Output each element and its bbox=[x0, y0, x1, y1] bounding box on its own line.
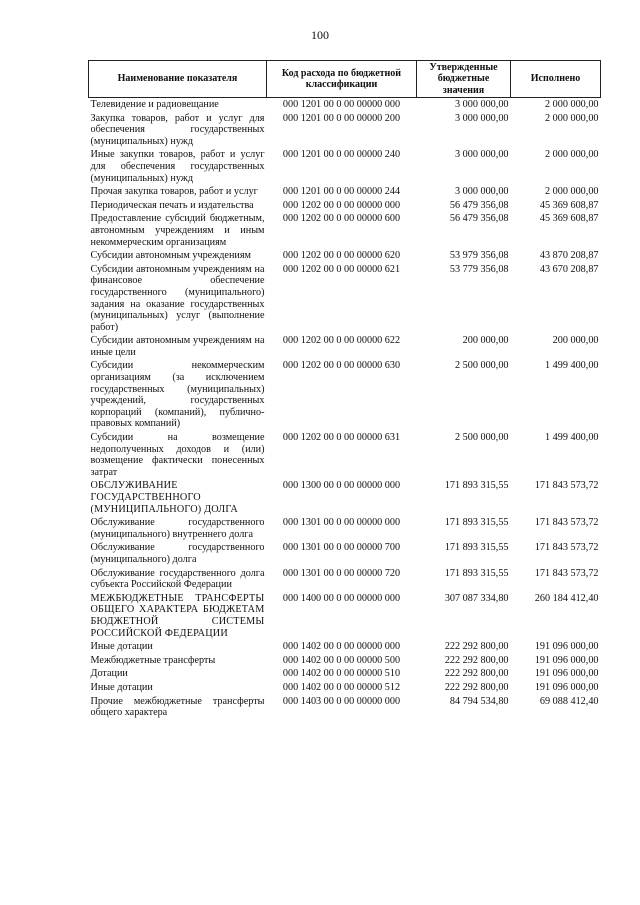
row-expense-code: 000 1201 00 0 00 00000 240 bbox=[282, 149, 401, 161]
row-expense-code: 000 1202 00 0 00 00000 622 bbox=[282, 335, 401, 347]
row-executed-value: 2 000 000,00 bbox=[545, 186, 599, 198]
budget-execution-table bbox=[88, 60, 601, 720]
row-executed-value: 171 843 573,72 bbox=[534, 517, 599, 529]
row-indicator-name: Субсидии автономным учреждениям на иные цели bbox=[90, 335, 265, 358]
header-executed: Исполнено bbox=[511, 61, 601, 98]
table-row bbox=[89, 334, 601, 359]
row-indicator-name: Прочие межбюджетные трансферты общего характера bbox=[90, 695, 265, 719]
row-indicator-name: Закупка товаров, работ и услуг для обеспечения государственных (муниципальных) нужд bbox=[90, 112, 265, 147]
row-executed-value: 2 000 000,00 bbox=[545, 149, 599, 161]
row-expense-code: 000 1202 00 0 00 00000 630 bbox=[282, 360, 401, 372]
row-expense-code: 000 1201 00 0 00 00000 200 bbox=[282, 112, 401, 124]
row-approved-value: 171 893 315,55 bbox=[444, 567, 509, 579]
row-executed-value: 2 000 000,00 bbox=[545, 112, 599, 124]
table-body bbox=[89, 98, 601, 720]
row-approved-value: 200 000,00 bbox=[462, 335, 509, 347]
table-row bbox=[89, 516, 601, 541]
table-row bbox=[89, 148, 601, 185]
row-approved-value: 84 794 534,80 bbox=[449, 695, 509, 707]
table-row bbox=[89, 98, 601, 112]
row-executed-value: 45 369 608,87 bbox=[539, 213, 599, 225]
row-executed-value: 191 096 000,00 bbox=[534, 641, 599, 653]
row-indicator-name: Субсидии на возмещение недополученных доходов и (или) возмещение фактически понесенных затрат bbox=[90, 432, 265, 478]
row-approved-value: 3 000 000,00 bbox=[455, 112, 509, 124]
table-row bbox=[89, 431, 601, 479]
table-header-row bbox=[89, 61, 601, 98]
table-row bbox=[89, 185, 601, 199]
table-row bbox=[89, 263, 601, 335]
table-row bbox=[89, 592, 601, 640]
row-executed-value: 43 670 208,87 bbox=[539, 263, 599, 275]
row-expense-code: 000 1202 00 0 00 00000 000 bbox=[282, 199, 401, 211]
row-approved-value: 3 000 000,00 bbox=[455, 186, 509, 198]
row-expense-code: 000 1201 00 0 00 00000 000 bbox=[282, 99, 401, 110]
row-indicator-name: Дотации bbox=[90, 668, 128, 680]
row-executed-value: 200 000,00 bbox=[552, 335, 599, 347]
row-expense-code: 000 1201 00 0 00 00000 244 bbox=[282, 186, 401, 198]
row-approved-value: 53 779 356,08 bbox=[449, 263, 509, 275]
row-expense-code: 000 1202 00 0 00 00000 620 bbox=[282, 250, 401, 262]
row-approved-value: 2 500 000,00 bbox=[455, 432, 509, 444]
row-expense-code: 000 1402 00 0 00 00000 000 bbox=[282, 641, 401, 653]
row-indicator-name: ОБСЛУЖИВАНИЕ ГОСУДАРСТВЕННОГО (МУНИЦИПАЛЬНОГО) ДОЛГА bbox=[90, 480, 238, 515]
row-approved-value: 222 292 800,00 bbox=[444, 654, 509, 666]
row-executed-value: 191 096 000,00 bbox=[534, 681, 599, 693]
row-indicator-name: Обслуживание государственного (муниципального) долга bbox=[90, 542, 265, 565]
row-indicator-name: Прочая закупка товаров, работ и услуг bbox=[90, 186, 258, 198]
row-indicator-name: Телевидение и радиовещание bbox=[90, 99, 219, 110]
table-row bbox=[89, 479, 601, 516]
table-row bbox=[89, 359, 601, 431]
row-indicator-name: Субсидии автономным учреждениям bbox=[90, 250, 251, 262]
row-indicator-name: Иные дотации bbox=[90, 641, 153, 653]
row-approved-value: 307 087 334,80 bbox=[444, 592, 509, 604]
row-approved-value: 222 292 800,00 bbox=[444, 668, 509, 680]
row-indicator-name: МЕЖБЮДЖЕТНЫЕ ТРАНСФЕРТЫ ОБЩЕГО ХАРАКТЕРА БЮДЖЕТАМ БЮДЖЕТНОЙ СИСТЕМЫ РОССИЙСКОЙ ФЕДЕРАЦИИ bbox=[90, 592, 265, 639]
table-row bbox=[89, 640, 601, 654]
row-executed-value: 171 843 573,72 bbox=[534, 480, 599, 492]
row-expense-code: 000 1301 00 0 00 00000 700 bbox=[282, 542, 401, 554]
page-number: 100 bbox=[311, 28, 329, 42]
row-expense-code: 000 1202 00 0 00 00000 631 bbox=[282, 432, 401, 444]
row-expense-code: 000 1300 00 0 00 00000 000 bbox=[282, 480, 401, 492]
row-expense-code: 000 1402 00 0 00 00000 512 bbox=[282, 681, 401, 693]
row-approved-value: 2 500 000,00 bbox=[455, 360, 509, 372]
row-executed-value: 1 499 400,00 bbox=[545, 360, 599, 372]
table-row bbox=[89, 567, 601, 592]
row-indicator-name: Обслуживание государственного долга субъекта Российской Федерации bbox=[90, 567, 265, 591]
row-approved-value: 171 893 315,55 bbox=[444, 542, 509, 554]
row-approved-value: 56 479 356,08 bbox=[449, 213, 509, 225]
header-indicator-name: Наименование показателя bbox=[89, 61, 267, 98]
row-expense-code: 000 1202 00 0 00 00000 621 bbox=[282, 263, 401, 275]
row-expense-code: 000 1202 00 0 00 00000 600 bbox=[282, 213, 401, 225]
row-indicator-name: Периодическая печать и издательства bbox=[90, 199, 254, 211]
row-executed-value: 191 096 000,00 bbox=[534, 654, 599, 666]
table-row bbox=[89, 541, 601, 566]
row-expense-code: 000 1402 00 0 00 00000 500 bbox=[282, 654, 401, 666]
table-row bbox=[89, 212, 601, 249]
row-executed-value: 2 000 000,00 bbox=[545, 99, 599, 110]
row-approved-value: 53 979 356,08 bbox=[449, 250, 509, 262]
table-row bbox=[89, 112, 601, 149]
row-expense-code: 000 1403 00 0 00 00000 000 bbox=[282, 695, 401, 707]
row-approved-value: 171 893 315,55 bbox=[444, 480, 509, 492]
row-indicator-name: Субсидии некоммерческим организациям (за исключением государственных (муниципальных) учреждений, государственных корпораций (компаний), публично-правовых компаний) bbox=[90, 360, 265, 430]
row-approved-value: 222 292 800,00 bbox=[444, 681, 509, 693]
table-row bbox=[89, 695, 601, 720]
row-approved-value: 171 893 315,55 bbox=[444, 517, 509, 529]
row-executed-value: 171 843 573,72 bbox=[534, 542, 599, 554]
row-executed-value: 45 369 608,87 bbox=[539, 199, 599, 211]
row-expense-code: 000 1400 00 0 00 00000 000 bbox=[282, 592, 401, 604]
header-approved-values: Утвержденные бюджетные значения bbox=[417, 61, 511, 98]
row-executed-value: 260 184 412,40 bbox=[534, 592, 599, 604]
row-indicator-name: Обслуживание государственного (муниципального) внутреннего долга bbox=[90, 517, 265, 540]
row-executed-value: 69 088 412,40 bbox=[539, 695, 599, 707]
row-indicator-name: Иные дотации bbox=[90, 681, 153, 693]
row-indicator-name: Межбюджетные трансферты bbox=[90, 654, 216, 666]
row-expense-code: 000 1301 00 0 00 00000 720 bbox=[282, 567, 401, 579]
row-approved-value: 3 000 000,00 bbox=[455, 99, 509, 110]
row-expense-code: 000 1301 00 0 00 00000 000 bbox=[282, 517, 401, 529]
row-indicator-name: Иные закупки товаров, работ и услуг для обеспечения государственных (муниципальных) нужд bbox=[90, 149, 265, 184]
row-approved-value: 56 479 356,08 bbox=[449, 199, 509, 211]
row-approved-value: 222 292 800,00 bbox=[444, 641, 509, 653]
table-row bbox=[89, 681, 601, 695]
table-row bbox=[89, 199, 601, 213]
table-row bbox=[89, 249, 601, 263]
table-row bbox=[89, 654, 601, 668]
table-row bbox=[89, 667, 601, 681]
row-approved-value: 3 000 000,00 bbox=[455, 149, 509, 161]
row-executed-value: 43 870 208,87 bbox=[539, 250, 599, 262]
header-expense-code: Код расхода по бюджетной классификации bbox=[267, 61, 417, 98]
row-executed-value: 191 096 000,00 bbox=[534, 668, 599, 680]
row-indicator-name: Субсидии автономным учреждениям на финансовое обеспечение государственного (муниципального) задания на оказание государственных (муниципальных) услуг (выполнение работ) bbox=[90, 263, 265, 333]
row-executed-value: 171 843 573,72 bbox=[534, 567, 599, 579]
row-expense-code: 000 1402 00 0 00 00000 510 bbox=[282, 668, 401, 680]
row-executed-value: 1 499 400,00 bbox=[545, 432, 599, 444]
row-indicator-name: Предоставление субсидий бюджетным, автономным учреждениям и иным некоммерческим организациям bbox=[90, 213, 265, 248]
